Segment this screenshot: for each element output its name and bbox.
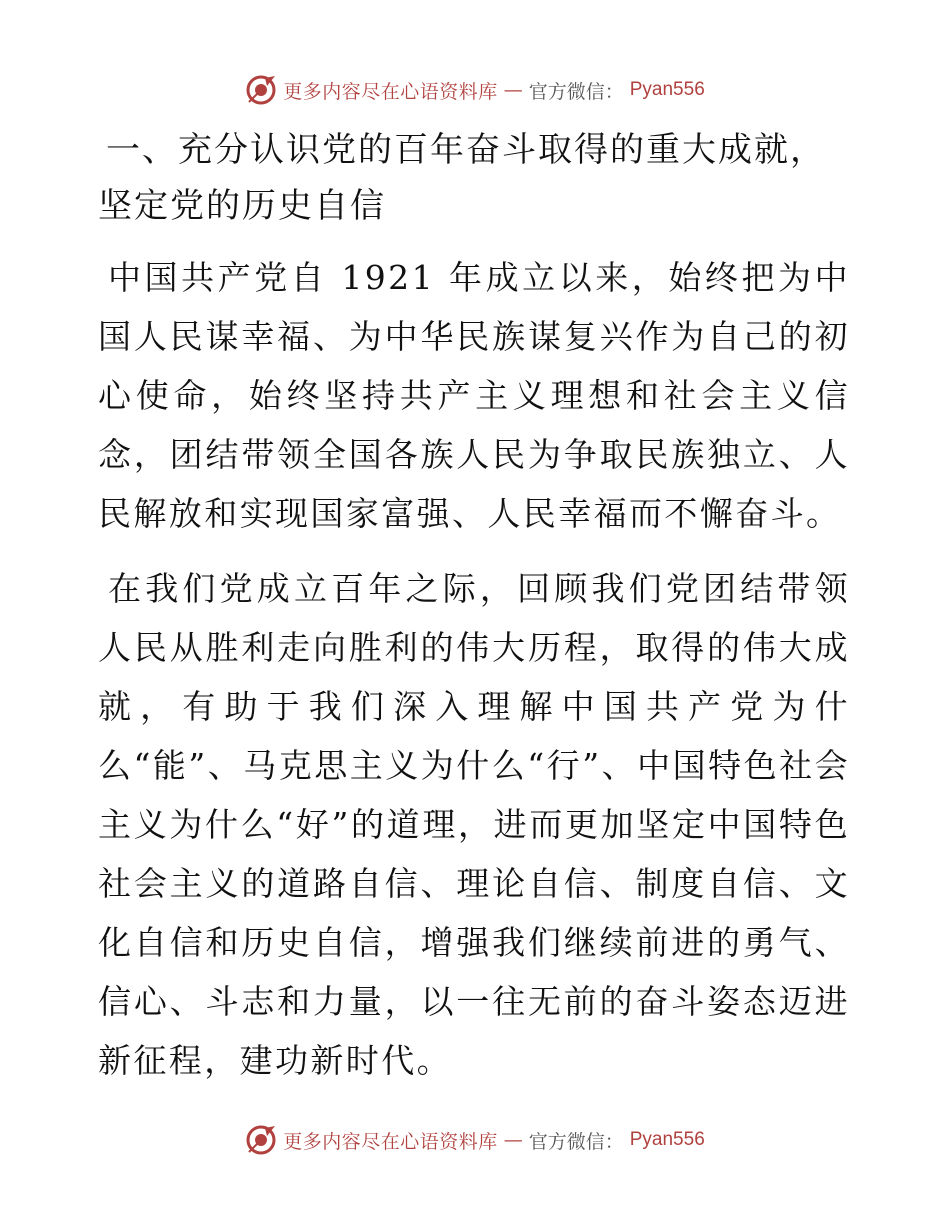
banner-wechat-id: Pyan556	[629, 1129, 705, 1150]
paragraph-2: 在我们党成立百年之际，回顾我们党团结带领人民从胜利走向胜利的伟大历程，取得的伟大成就，有助于我们深入理解中国共产党为什么“能”、马克思主义为什么“行”、中国特色社会主义为什么“好”的道理，进而更加坚定中国特色社会主义的道路自信、理论自信、制度自信、文化自信和历史自信，增强我们继续前进的勇气、信心、斗志和力量，以一往无前的奋斗姿态迈进新征程，建功新时代。	[98, 569, 850, 1080]
banner-wechat-label: 官方微信：	[528, 1130, 624, 1153]
paragraph-1: 中国共产党自 1921 年成立以来，始终把为中国人民谋幸福、为中华民族谋复兴作为自己的初心使命，始终坚持共产主义理想和社会主义信念，团结带领全国各族人民为争取民族独立、人民解放和实现国家富强、人民幸福而不懈奋斗。	[98, 258, 850, 533]
quill-logo-icon	[245, 1124, 277, 1156]
section-heading: 一、充分认识党的百年奋斗取得的重大成就，坚定党的历史自信	[98, 130, 826, 226]
banner-brand-text: 更多内容尽在心语资料库	[283, 80, 498, 103]
quill-logo-icon	[245, 74, 277, 106]
footer-banner	[0, 1120, 950, 1160]
banner-separator: —	[503, 1129, 523, 1151]
banner-separator: —	[503, 79, 523, 101]
document-body	[98, 122, 850, 1106]
banner-wechat-label: 官方微信：	[528, 80, 624, 103]
header-banner	[0, 70, 950, 110]
banner-brand-text: 更多内容尽在心语资料库	[283, 1130, 498, 1153]
banner-wechat-id: Pyan556	[629, 79, 705, 100]
